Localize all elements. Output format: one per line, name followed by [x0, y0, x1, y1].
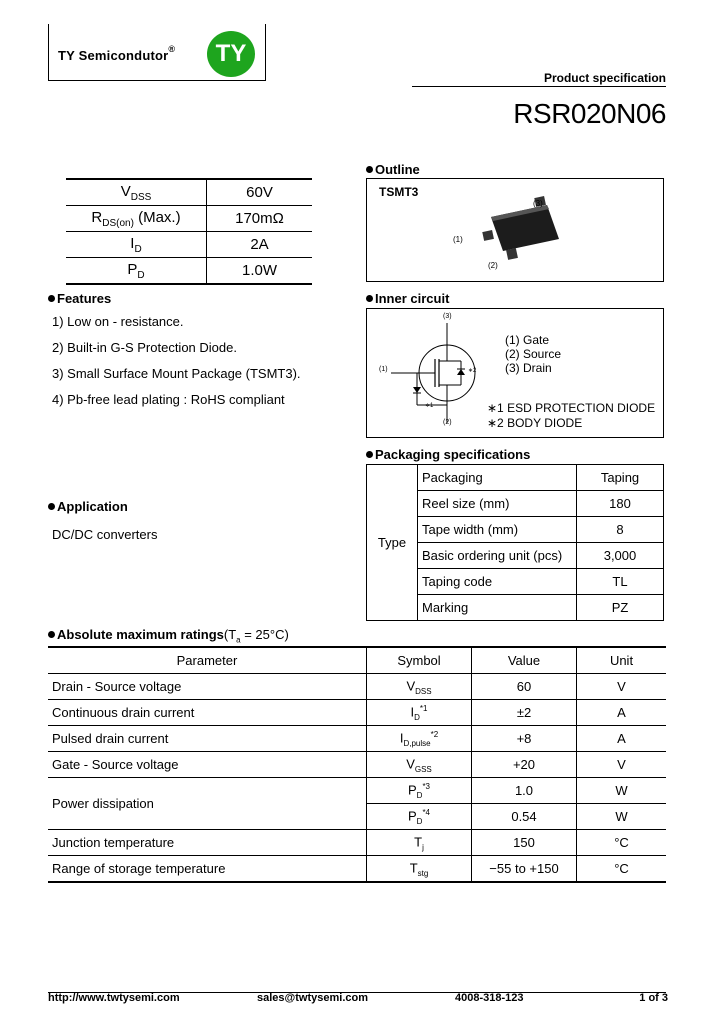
pin-label: (3) Drain	[505, 361, 552, 375]
ratings-table	[48, 646, 666, 883]
key-spec-row: $R_{DS(on)}$ (Max.) 170mΩ	[66, 206, 312, 232]
company-logo: TY	[207, 31, 255, 77]
part-number: RSR020N06	[513, 98, 666, 129]
outline-box	[366, 178, 664, 282]
table-row: Drain - Source voltage $V_{DSS}$ 60 V	[48, 674, 666, 700]
mosfet-schematic	[377, 313, 507, 433]
feature-item: 2) Built-in G-S Protection Diode.	[52, 340, 237, 355]
table-row: Tape width (mm) 8	[367, 517, 664, 543]
doc-type: Product specification	[543, 71, 666, 85]
pin2-label: (2)	[488, 261, 498, 270]
application-text: DC/DC converters	[52, 527, 158, 542]
table-row: Type Packaging Taping	[367, 465, 664, 491]
footer-website-link[interactable]: http://www.twtysemi.com	[48, 992, 180, 1004]
footer-email-link[interactable]: sales@twtysemi.com	[257, 992, 368, 1004]
key-spec-row: $P_D$ 1.0W	[66, 258, 312, 285]
table-row: Marking PZ	[367, 595, 664, 621]
pin-label: (1) Gate	[505, 333, 550, 347]
esd-diode-mark: ∗2	[468, 368, 477, 374]
table-row: Pulsed drain current $I_{D,pulse}^{*2}$ +8 A	[48, 726, 666, 752]
node-gate-label: (1)	[379, 366, 388, 373]
circuit-note: ∗2 BODY DIODE	[487, 416, 583, 430]
pin1-label: (1)	[453, 235, 463, 244]
pin3-label: (3)	[533, 199, 543, 208]
header-divider	[412, 86, 666, 87]
table-row: Junction temperature $T_j$ 150 °C	[48, 830, 666, 856]
footer-page-number: 1 of 3	[639, 992, 668, 1004]
table-row: $P_D^{*4}$ 0.54 W	[48, 804, 666, 830]
inner-circuit-box	[366, 308, 664, 438]
key-specs-table	[66, 178, 312, 285]
body-diode-mark: ∗1	[425, 403, 434, 409]
table-row: Reel size (mm) 180	[367, 491, 664, 517]
key-spec-row: $I_D$ 2A	[66, 232, 312, 258]
type-cell: Type	[367, 465, 418, 621]
circuit-note: ∗1 ESD PROTECTION DIODE	[487, 401, 656, 415]
application-title: Application	[48, 499, 128, 514]
tsmt3-package-drawing	[467, 189, 587, 269]
node-source-label: (2)	[443, 419, 452, 426]
feature-item: 1) Low on - resistance.	[52, 314, 184, 329]
inner-circuit-title: Inner circuit	[366, 291, 449, 306]
packaging-table	[366, 464, 664, 621]
company-name: TY Semicondutor®	[58, 44, 176, 63]
table-header-row: Parameter Symbol Value Unit	[48, 647, 666, 674]
packaging-title: Packaging specifications	[366, 447, 530, 462]
package-name: TSMT3	[379, 185, 419, 199]
node-drain-label: (3)	[443, 313, 452, 320]
table-row: Taping code TL	[367, 569, 664, 595]
ratings-title: Absolute maximum $ratings(T_a = 25^\circ C)$	[48, 627, 289, 645]
pin-label: (2) Source	[505, 347, 562, 361]
table-row: Power dissipation $P_D^{*3}$ 1.0 W	[48, 778, 666, 804]
table-row: Continuous drain current $I_D^{*1}$ ±2 A	[48, 700, 666, 726]
footer-phone: 4008-318-123	[455, 992, 524, 1004]
feature-item: 3) Small Surface Mount Package (TSMT3).	[52, 366, 301, 381]
features-title: Features	[48, 291, 111, 306]
table-row: Range of storage temperature $T_{stg}$ −55 to +150 °C	[48, 856, 666, 883]
table-row: Basic ordering unit (pcs) 3,000	[367, 543, 664, 569]
feature-item: 4) Pb-free lead plating : RoHS compliant	[52, 392, 285, 407]
outline-title: Outline	[366, 162, 420, 177]
table-row: Gate - Source voltage $V_{GSS}$ +20 V	[48, 752, 666, 778]
key-spec-row: $V_{DSS}$ 60V	[66, 179, 312, 206]
